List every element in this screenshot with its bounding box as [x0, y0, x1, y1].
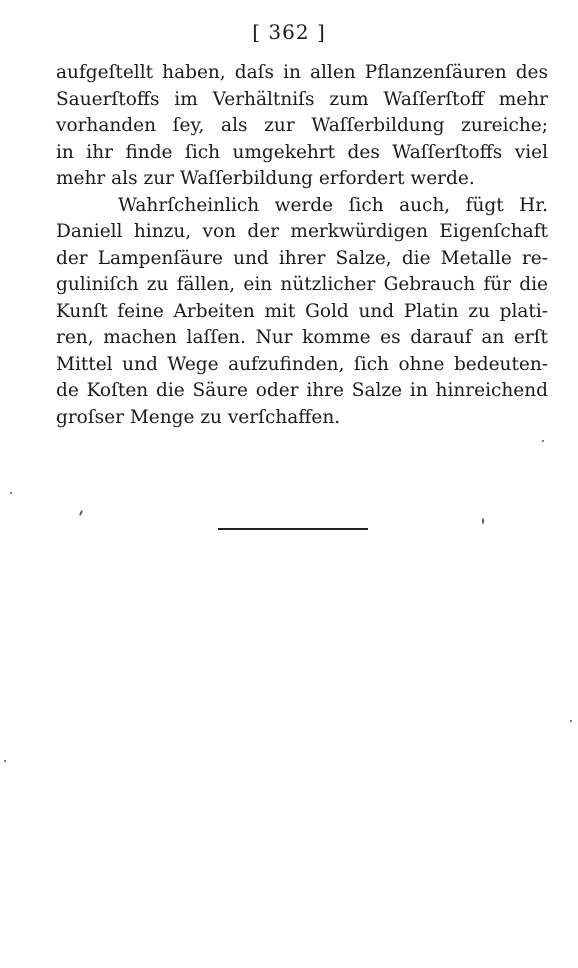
- text-line: aufgeſtellt haben, daſs in allen Pflanzenſäuren des: [56, 62, 548, 83]
- body-text: [56, 60, 548, 431]
- text-line: Daniell hinzu, von der merkwürdigen Eigenſchaft: [56, 221, 548, 242]
- closing-rule: [218, 528, 368, 530]
- ink-speck: [79, 510, 83, 516]
- text-line: Kunſt feine Arbeiten mit Gold und Platin zu plati-: [56, 300, 548, 322]
- page-number: [ 362 ]: [252, 20, 326, 44]
- ink-speck: [570, 720, 572, 722]
- text-line: de Koſten die Säure oder ihre Salze in hinreichend: [56, 380, 548, 401]
- ink-speck: [542, 440, 544, 442]
- ink-speck: [10, 492, 12, 494]
- text-line: der Lampenſäure und ihrer Salze, die Metalle re-: [56, 247, 548, 269]
- text-line: in ihr finde ſich umgekehrt des Waſſerſtoffs viel: [56, 141, 548, 163]
- text-line: vorhanden ſey, als zur Waſſerbildung zureiche;: [56, 115, 548, 136]
- text-line: guliniſch zu fällen, ein nützlicher Gebrauch für die: [56, 274, 548, 295]
- ink-speck: [4, 760, 6, 762]
- paragraph-start-line: Wahrſcheinlich werde ſich auch, fügt Hr.: [118, 194, 548, 216]
- ink-speck: [482, 518, 484, 524]
- text-line: mehr als zur Waſſerbildung erfordert werde.: [56, 168, 475, 189]
- text-line: Sauerſtoffs im Verhältniſs zum Waſſerſtoff mehr: [56, 88, 548, 110]
- text-line: Mittel und Wege aufzufinden, ſich ohne bedeuten-: [56, 353, 548, 375]
- text-line: ren, machen laſſen. Nur komme es darauf an erſt: [56, 327, 548, 348]
- text-line: groſser Menge zu verſchaffen.: [56, 406, 341, 428]
